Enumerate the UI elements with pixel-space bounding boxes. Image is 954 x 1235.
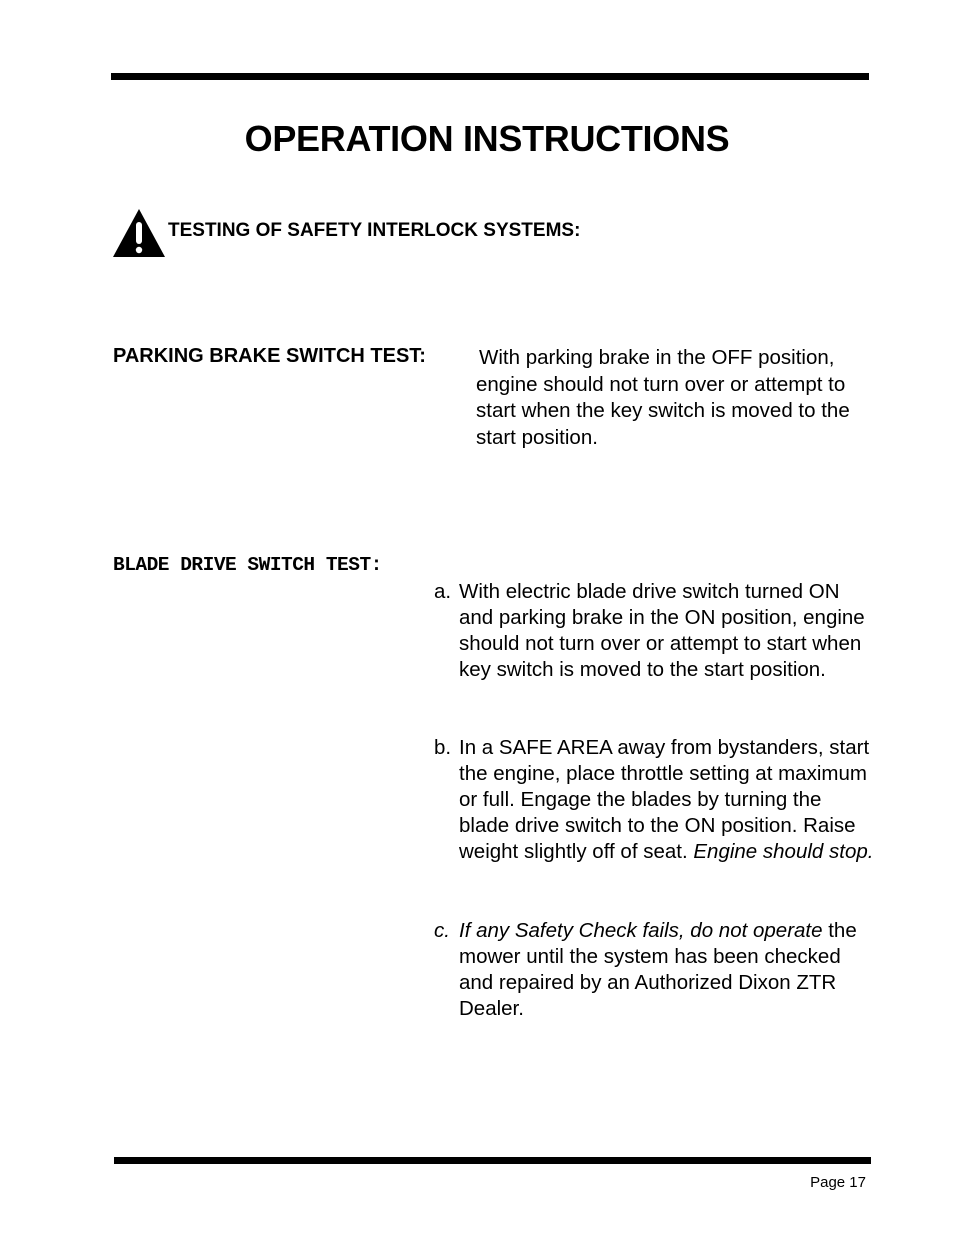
list-item-letter: c.: [434, 919, 450, 942]
list-item-letter: b.: [434, 736, 452, 759]
parking-brake-test-text: With parking brake in the OFF position, engine should not turn over or attempt to start when the key switch is moved to the start position.: [476, 346, 850, 449]
warning-triangle-icon: [112, 208, 166, 258]
page-title: OPERATION INSTRUCTIONS: [244, 118, 730, 159]
list-item-text: the mower until the system has been checked and repaired by an Authorized Dixon ZTR Dealer.: [459, 919, 857, 1020]
list-item-text: With electric blade drive switch turned ON and parking brake in the ON position, engine should not turn over or attempt to start when key switch is moved to the start position.: [459, 580, 865, 681]
top-rule: [111, 73, 869, 80]
list-item: [434, 735, 874, 865]
list-item-emphasis: Engine should stop.: [693, 840, 874, 863]
list-item-body: [459, 918, 874, 1022]
bottom-rule: [114, 1157, 871, 1164]
section-heading: TESTING OF SAFETY INTERLOCK SYSTEMS:: [168, 220, 581, 241]
list-item-emphasis: If any Safety Check fails, do not operate: [459, 919, 823, 942]
parking-brake-test-label: PARKING BRAKE SWITCH TEST:: [113, 345, 426, 367]
list-item-letter: a.: [434, 580, 452, 603]
list-item-text: In a SAFE AREA away from bystanders, start the engine, place throttle setting at maximum or full. Engage the blades by turning the blade drive switch to the ON position. Raise weight slightly off of seat.: [459, 736, 870, 863]
list-item: [434, 918, 874, 1022]
blade-drive-test-label: BLADE DRIVE SWITCH TEST:: [113, 554, 382, 576]
list-item-body: [459, 735, 874, 865]
list-item: [434, 579, 874, 683]
page-number: Page 17: [810, 1174, 866, 1191]
